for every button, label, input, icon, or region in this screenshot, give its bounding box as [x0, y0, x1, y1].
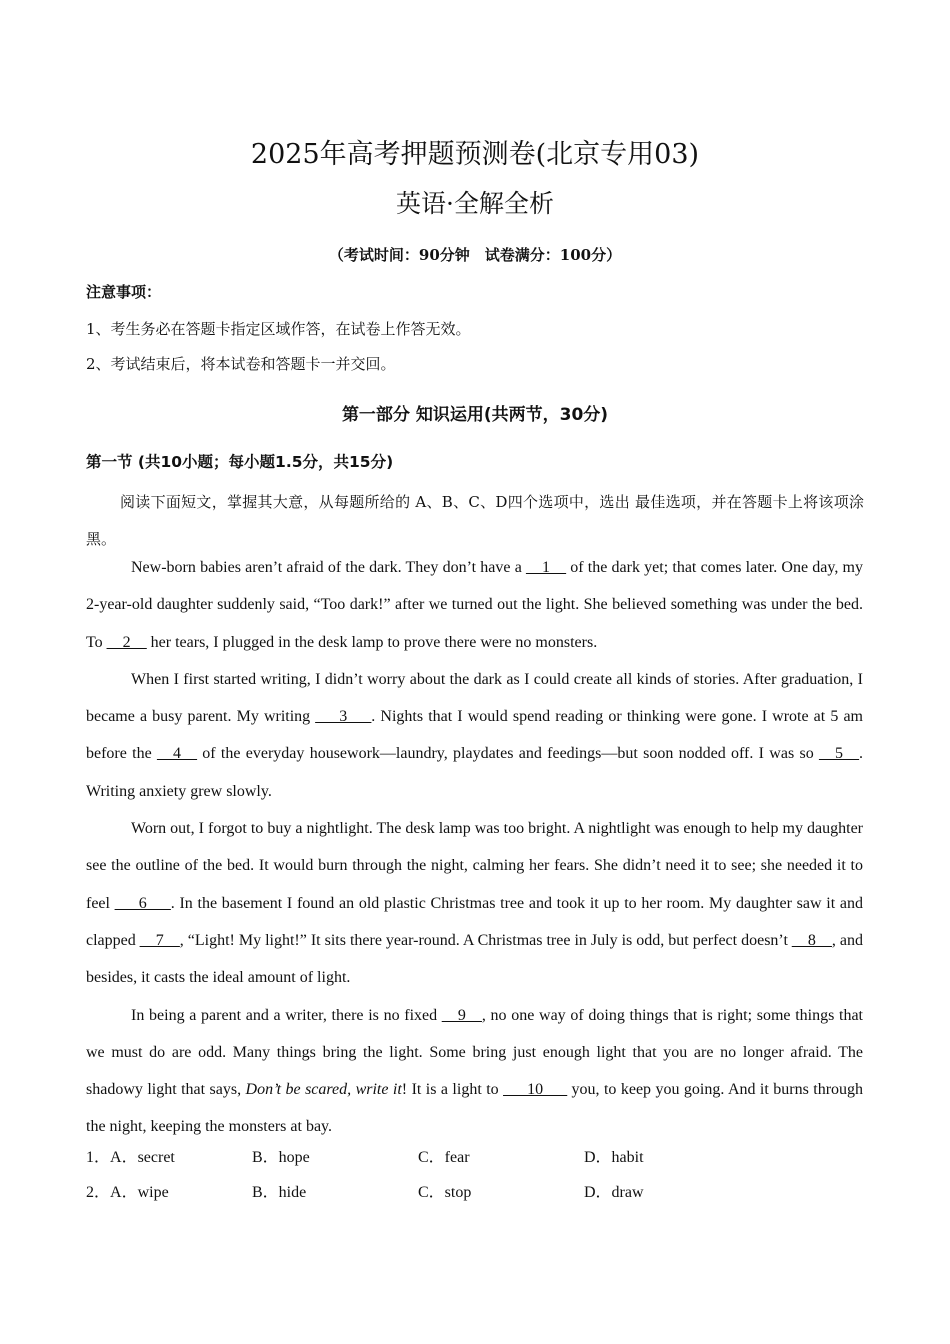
passage-text: New-born babies aren’t afraid of the dark. They don’t have a: [131, 559, 527, 576]
passage-text: . In the basement I found an old plastic Christmas tree and took it up to her room. My daughter saw it and clapped: [86, 894, 864, 949]
passage-text: When I first started writing, I didn’t worry about the dark as I could create all kinds of stories. After graduation, I became a busy parent. My writing: [86, 670, 863, 726]
question-2-option-a[interactable]: [86, 1179, 169, 1202]
passage-italic-text: Don’t be scared, write it: [245, 1081, 402, 1099]
blank-7: __7__: [139, 931, 180, 949]
passage-text: . Writing anxiety grew slowly.: [86, 745, 864, 800]
question-1: [86, 1144, 863, 1166]
exam-info: （考试时间：90分钟 试卷满分：100分）: [328, 246, 622, 264]
passage-paragraph-4: [86, 997, 863, 1146]
note-item: 2、考试结束后，将本试卷和答题卡一并交回。: [86, 355, 396, 373]
exam-subtitle: 英语·全解全析: [396, 189, 554, 218]
passage-text: ! It is a light to: [401, 1081, 504, 1099]
notes-heading: 注意事项：: [86, 283, 162, 301]
passage-text: you, to keep you going. And it burns through the night, keeping the monsters at bay.: [86, 1081, 864, 1136]
blank-5: __5__: [819, 745, 860, 763]
note-item: 1、考生务必在答题卡指定区域作答，在试卷上作答无效。: [86, 320, 471, 338]
section-instructions: 阅读下面短文，掌握其大意，从每题所给的 A、B、C、D四个选项中，选出 最佳选项，并在答题卡上将该项涂黑。: [86, 493, 864, 548]
question-1-option-c[interactable]: C．fear: [418, 1149, 470, 1166]
question-2-option-d[interactable]: D．draw: [584, 1184, 644, 1201]
passage-text: . Nights that I would spend reading or thinking were gone. I wrote at 5 am before the: [86, 708, 864, 763]
passage-text: , no one way of doing things that is right; some things that we must do are odd. Many things bring the light. Some bring just enough light that you are no longer afraid. The shadowy light that says,: [86, 1006, 863, 1099]
question-1-option-a[interactable]: [86, 1144, 175, 1167]
blank-6: ___6___: [114, 894, 171, 912]
passage-text: of the everyday housework—laundry, playdates and feedings—but soon nodded off. I was so: [197, 745, 820, 763]
passage-text: , and besides, it casts the ideal amount of light.: [86, 931, 864, 987]
passage-text: of the dark yet; that comes later. One day, my 2-year-old daughter suddenly said, “Too dark!” after we turned out the light. She believed something was under the bed. To: [86, 559, 863, 651]
passage-text: her tears, I plugged in the desk lamp to prove there were no monsters.: [146, 633, 598, 651]
option-text: A．wipe: [110, 1184, 169, 1201]
question-2-option-c[interactable]: C．stop: [418, 1184, 472, 1201]
passage-paragraph-2: [86, 661, 863, 810]
question-2-option-b[interactable]: B．hide: [252, 1184, 307, 1201]
section-heading: 第一节 (共10小题；每小题1.5分，共15分): [86, 453, 394, 471]
passage-text: , “Light! My light!” It sits there year-round. A Christmas tree in July is odd, but perfect doesn’t: [179, 931, 792, 949]
question-number: 2．: [86, 1184, 111, 1201]
option-text: A．secret: [110, 1149, 175, 1166]
passage-paragraph-3: [86, 810, 863, 996]
blank-2: __2__: [106, 633, 147, 651]
blank-4: __4__: [157, 745, 197, 763]
question-2: [86, 1179, 863, 1201]
question-number: 1．: [86, 1149, 111, 1166]
passage-paragraph-1: [86, 549, 863, 661]
blank-9: __9__: [441, 1006, 482, 1024]
blank-1: __1__: [526, 559, 567, 576]
passage-text: In being a parent and a writer, there is no fixed: [131, 1006, 442, 1024]
passage-text: Worn out, I forgot to buy a nightlight. The desk lamp was too bright. A nightlight was enough to help my daughter see the outline of the bed. It would burn through the night, calming her fears. She didn’t need it to see; she needed it to feel: [86, 820, 863, 912]
question-1-option-d[interactable]: D．habit: [584, 1149, 644, 1166]
exam-title: 2025年高考押题预测卷(北京专用03): [250, 139, 700, 170]
part-heading: 第一部分 知识运用(共两节，30分): [341, 405, 609, 425]
cloze-passage: [86, 549, 863, 1146]
blank-10: ___10___: [503, 1081, 568, 1099]
blank-3: ___3___: [315, 708, 372, 726]
blank-8: __8__: [791, 931, 832, 949]
question-1-option-b[interactable]: B．hope: [252, 1149, 310, 1166]
